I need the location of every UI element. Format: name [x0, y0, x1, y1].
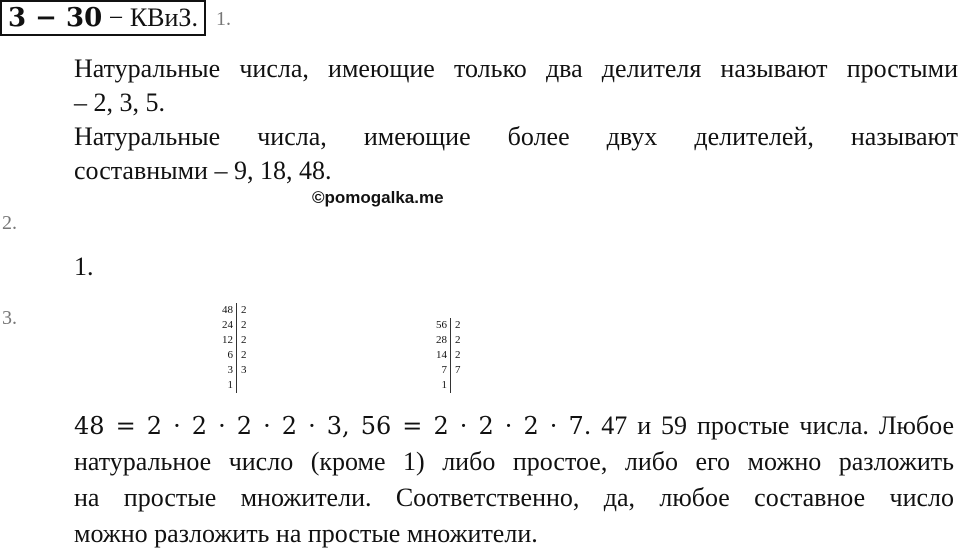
conclusion-line4: можно разложить на простые множители. [74, 519, 538, 548]
conclusion-text [74, 408, 954, 552]
conclusion-line3: на простые множители. Соответственно, да, любое составное число [74, 483, 954, 512]
fact56-divisor: 2 [455, 319, 461, 331]
paragraph-composite-line2: составными – 9, 18, 48. [74, 156, 332, 185]
conclusion-line2: натуральное число (кроме 1) либо простое, либо его можно разложить [74, 447, 954, 476]
conclusion-line1-rest: 47 и 59 простые числа. Любое [591, 411, 954, 440]
fact56-value: 14 [436, 349, 447, 361]
fact48-divisor: 2 [241, 304, 247, 316]
item-number-3: 3. [2, 307, 17, 329]
paragraph-composite-line1: Натуральные числа, имеющие более двух делителей, называют [74, 122, 958, 151]
fact56-value: 7 [441, 364, 447, 376]
problem-source: − КВиЗ. [102, 3, 198, 32]
conclusion-line1 [74, 408, 954, 444]
fact56-divisor: 2 [455, 334, 461, 346]
fact48-value: 24 [222, 319, 233, 331]
problem-header [0, 0, 206, 36]
paragraph-prime-line2: – 2, 3, 5. [74, 88, 165, 117]
fact48-value: 1 [227, 379, 233, 391]
fact48-divisor: 2 [241, 349, 247, 361]
fact56-value: 1 [441, 379, 447, 391]
answer-2: 1. [74, 252, 94, 281]
fact56-value: 28 [436, 334, 447, 346]
item-number-2: 2. [2, 212, 17, 234]
fact56-divisor: 2 [455, 349, 461, 361]
fact48-divisor: 2 [241, 334, 247, 346]
fact48-value: 48 [222, 304, 233, 316]
fact56-value: 56 [436, 319, 447, 331]
paragraph-prime-line1: Натуральные числа, имеющие только два делителя называют простыми [74, 54, 958, 83]
fact48-divisor [241, 378, 247, 393]
factorization-56-divisors [451, 318, 461, 393]
factorization-48-divisors [237, 303, 247, 393]
item-number-1: 1. [216, 8, 231, 30]
fact56-divisor: 7 [455, 364, 461, 376]
factorization-56 [436, 318, 461, 393]
factorization-56-dividends [436, 318, 451, 393]
fact48-value: 6 [227, 349, 233, 361]
factorization-48 [222, 303, 247, 393]
factorization-formula: 48 = 2 · 2 · 2 · 2 · 3, 56 = 2 · 2 · 2 · 7. [74, 412, 592, 440]
fact48-value: 12 [222, 334, 233, 346]
fact48-divisor: 2 [241, 319, 247, 331]
fact48-value: 3 [227, 364, 233, 376]
factorization-48-dividends [222, 303, 237, 393]
fact48-divisor: 3 [241, 364, 247, 376]
watermark: ©pomogalka.me [312, 188, 444, 207]
fact56-divisor [455, 378, 461, 393]
problem-number: 3 − 30 [8, 3, 103, 33]
